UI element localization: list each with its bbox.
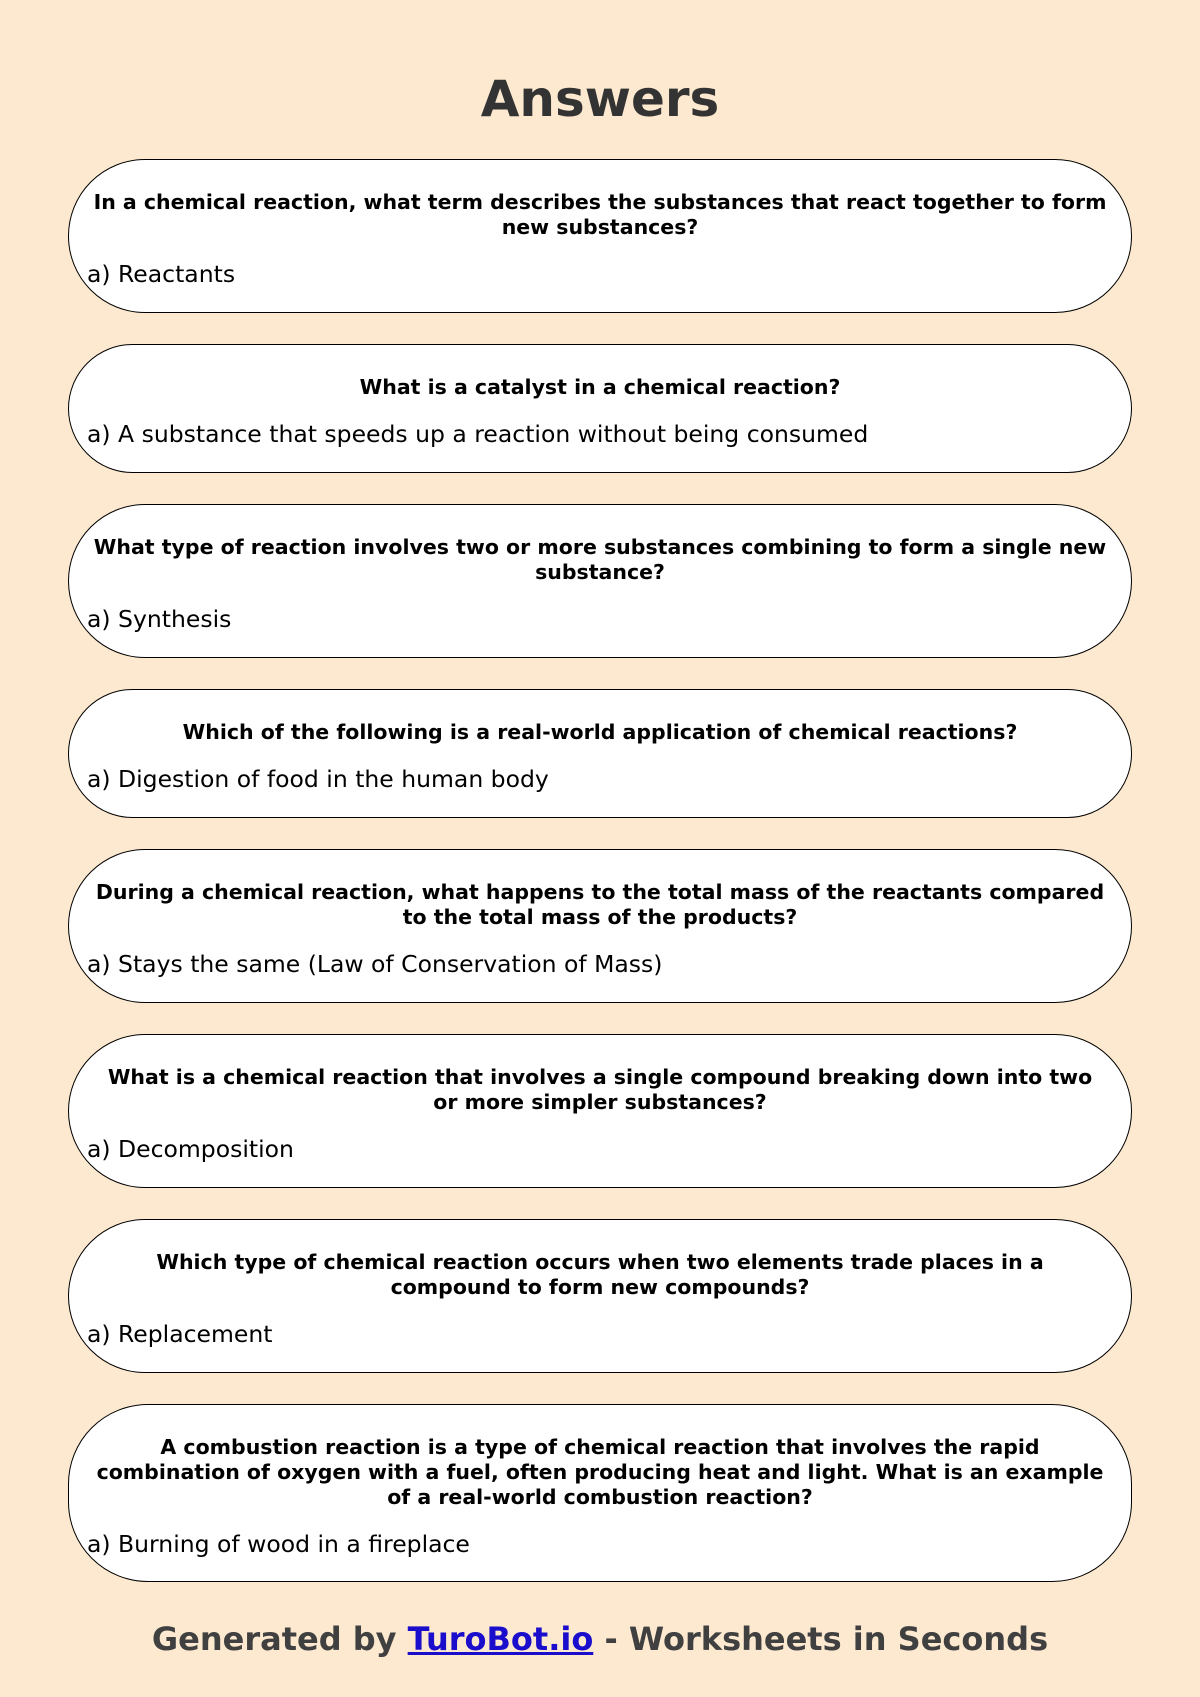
answer-card-7 [68, 1219, 1132, 1373]
answer-text: a) Synthesis [87, 605, 232, 633]
answer-text: a) Stays the same (Law of Conservation of Mass) [87, 950, 663, 978]
answer-card-3 [68, 504, 1132, 658]
question-text: During a chemical reaction, what happens to the total mass of the reactants compared to the total mass of the products? [95, 880, 1105, 929]
question-text: What is a catalyst in a chemical reaction? [359, 375, 841, 399]
answer-text: a) A substance that speeds up a reaction without being consumed [87, 420, 869, 448]
question-text: Which of the following is a real-world application of chemical reactions? [182, 720, 1018, 744]
answer-text: a) Reactants [87, 260, 236, 288]
answer-card-5 [68, 849, 1132, 1003]
answer-card-8 [68, 1404, 1132, 1582]
footer [0, 1618, 1200, 1660]
answer-text: a) Decomposition [87, 1135, 294, 1163]
answer-text: a) Digestion of food in the human body [87, 765, 549, 793]
answer-card-6 [68, 1034, 1132, 1188]
question-text: In a chemical reaction, what term describes the substances that react together to form new substances? [93, 190, 1107, 239]
question-text: What is a chemical reaction that involves a single compound breaking down into two or more simpler substances? [107, 1065, 1093, 1114]
answer-text: a) Burning of wood in a fireplace [87, 1530, 470, 1558]
page-title: Answers [480, 70, 720, 128]
answer-list [68, 159, 1132, 1613]
turobot-link[interactable]: TuroBot.io [407, 1620, 594, 1658]
answer-card-1 [68, 159, 1132, 313]
question-text: What type of reaction involves two or more substances combining to form a single new substance? [93, 535, 1107, 584]
question-text: A combustion reaction is a type of chemical reaction that involves the rapid combination of oxygen with a fuel, often producing heat and light. What is an example of a real-world combustion reaction? [96, 1435, 1104, 1509]
answer-card-4 [68, 689, 1132, 818]
footer-suffix: - Worksheets in Seconds [604, 1620, 1049, 1658]
answer-text: a) Replacement [87, 1320, 273, 1348]
answer-card-2 [68, 344, 1132, 473]
question-text: Which type of chemical reaction occurs when two elements trade places in a compound to form new compounds? [156, 1250, 1044, 1299]
footer-prefix: Generated by [151, 1620, 397, 1658]
